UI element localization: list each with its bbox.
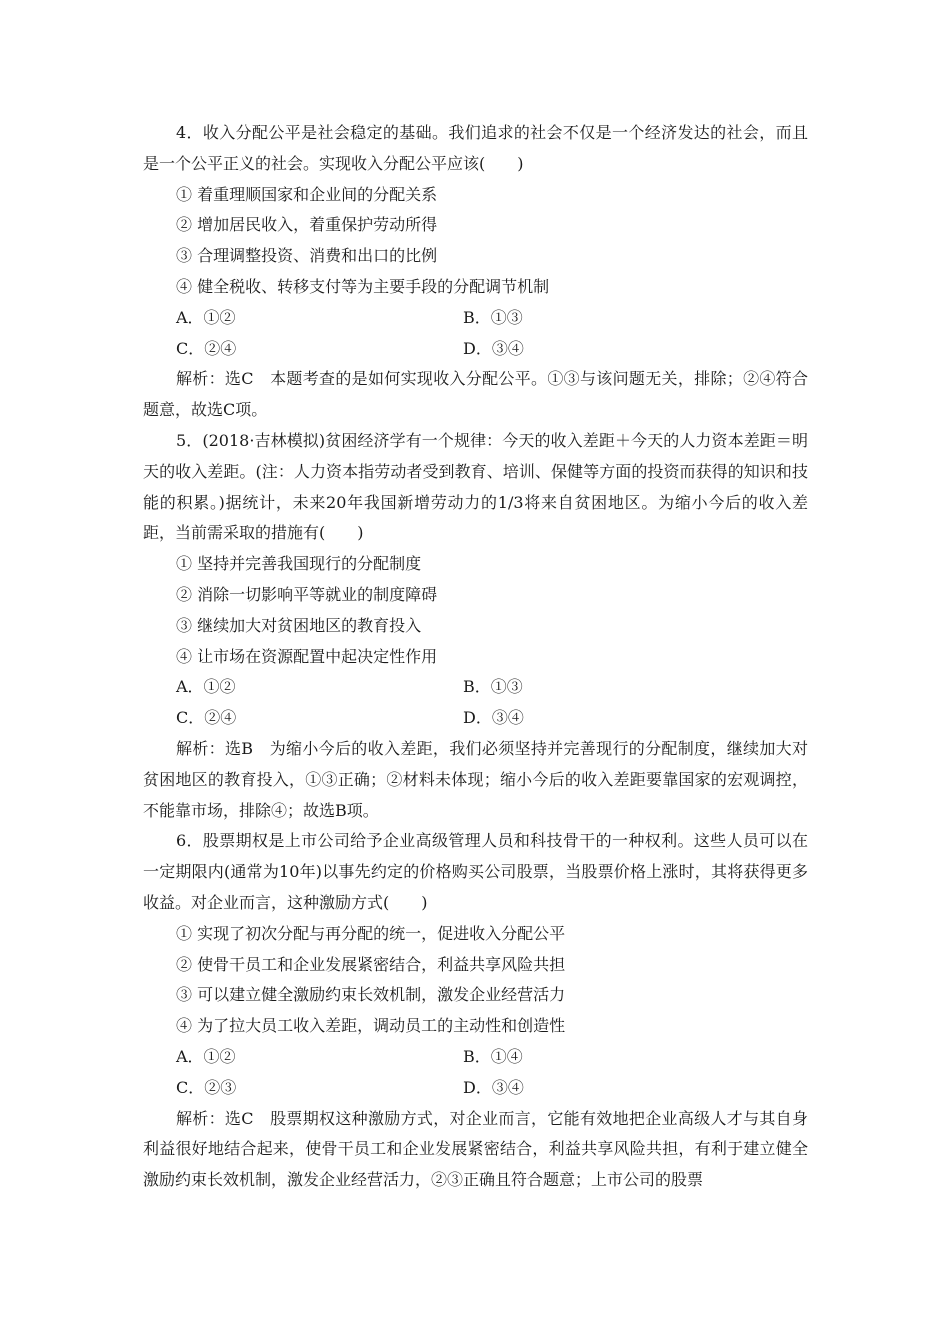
statement-item: ④ 让市场在资源配置中起决定性作用 [176, 646, 438, 666]
question-stem: 4．收入分配公平是社会稳定的基础。我们追求的社会不仅是一个经济发达的社会，而且是一个公平正义的社会。实现收入分配公平应该( ) [143, 123, 808, 173]
option-c: C．②④ [176, 338, 237, 358]
statement-item: ③ 继续加大对贫困地区的教育投入 [176, 615, 422, 635]
statement-item: ③ 可以建立健全激励约束长效机制，激发企业经营活力 [176, 985, 566, 1005]
option-d: D．③④ [463, 338, 524, 358]
option-a: A．①② [176, 677, 236, 697]
statement-item: ② 增加居民收入，着重保护劳动所得 [176, 215, 438, 235]
option-b: B．①③ [463, 307, 523, 327]
answer-options-row [143, 703, 808, 734]
option-a: A．①② [176, 1046, 236, 1066]
question-stem: 5．(2018·吉林模拟)贫困经济学有一个规律：今天的收入差距＋今天的人力资本差距＝明天的收入差距。(注：人力资本指劳动者受到教育、培训、保健等方面的投资而获得的知识和技能的积累。)据统计，未来20年我国新增劳动力的1/3将来自贫困地区。为缩小今后的收入差距，当前需采取的措施有( ) [143, 430, 808, 543]
document-page [143, 118, 808, 1196]
option-b: B．①③ [463, 677, 523, 697]
option-c: C．②④ [176, 708, 237, 728]
statement-item: ② 使骨干员工和企业发展紧密结合，利益共享风险共担 [176, 954, 566, 974]
statement-item: ① 着重理顺国家和企业间的分配关系 [176, 184, 438, 204]
analysis-text: 解析：选C 股票期权这种激励方式，对企业而言，它能有效地把企业高级人才与其自身利益很好地结合起来，使骨干员工和企业发展紧密结合，利益共享风险共担，有利于建立健全激励约束长效机制，激发企业经营活力，②③正确且符合题意；上市公司的股票 [143, 1108, 808, 1190]
option-c: C．②③ [176, 1077, 237, 1097]
statement-item: ① 实现了初次分配与再分配的统一，促进收入分配公平 [176, 923, 566, 943]
answer-options-row [143, 672, 808, 703]
statement-item: ④ 健全税收、转移支付等为主要手段的分配调节机制 [176, 276, 550, 296]
option-d: D．③④ [463, 708, 524, 728]
option-b: B．①④ [463, 1046, 523, 1066]
answer-options-row [143, 334, 808, 365]
answer-options-row [143, 303, 808, 334]
question-4 [143, 118, 808, 426]
statement-item: ③ 合理调整投资、消费和出口的比例 [176, 246, 438, 266]
analysis-text: 解析：选C 本题考查的是如何实现收入分配公平。①③与该问题无关，排除；②④符合题意，故选C项。 [143, 369, 808, 420]
statement-item: ② 消除一切影响平等就业的制度障碍 [176, 584, 438, 604]
statement-item: ④ 为了拉大员工收入差距，调动员工的主动性和创造性 [176, 1016, 566, 1036]
answer-options-row [143, 1073, 808, 1104]
question-6 [143, 826, 808, 1196]
statement-item: ① 坚持并完善我国现行的分配制度 [176, 554, 422, 574]
answer-options-row [143, 1042, 808, 1073]
option-a: A．①② [176, 307, 236, 327]
option-d: D．③④ [463, 1077, 524, 1097]
analysis-text: 解析：选B 为缩小今后的收入差距，我们必须坚持并完善现行的分配制度，继续加大对贫困地区的教育投入，①③正确；②材料未体现；缩小今后的收入差距要靠国家的宏观调控，不能靠市场，排除④；故选B项。 [143, 738, 808, 820]
question-5 [143, 426, 808, 826]
question-stem: 6．股票期权是上市公司给予企业高级管理人员和科技骨干的一种权利。这些人员可以在一定期限内(通常为10年)以事先约定的价格购买公司股票，当股票价格上涨时，其将获得更多收益。对企业而言，这种激励方式( ) [143, 831, 808, 912]
